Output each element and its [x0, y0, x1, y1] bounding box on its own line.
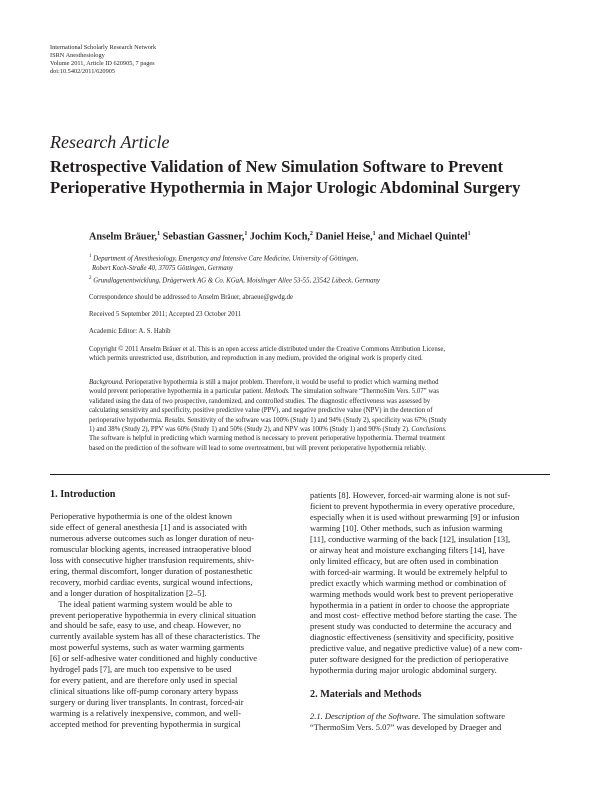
left-column: [50, 490, 290, 730]
article-title: [50, 156, 570, 198]
body-text: The simulation software: [420, 711, 506, 722]
article-type: Research Article: [50, 132, 170, 152]
subsection-heading: 2.1. Description of the Software.: [310, 711, 421, 722]
abstract-text: Sensitivity of the software was 100% (Study 1) and 94% (Study 2), specificity was 67% (Study: [185, 416, 447, 424]
copyright-line: which permits unrestricted use, distribution, and reproduction in any medium, provided the original work is properly cited.: [89, 355, 423, 363]
body-line: prevent perioperative hypothermia in every clinical situation: [50, 609, 256, 620]
body-line: clinical situations like off-pump coronary artery bypass: [50, 686, 239, 697]
author-name: and Michael Quintel: [375, 231, 468, 243]
body-line: and should be safe, easy to use, and cheap. However, no: [50, 620, 241, 631]
dates: Received 5 September 2011; Accepted 23 October 2011: [89, 311, 242, 318]
author-name: Daniel Heise,: [312, 231, 373, 243]
abstract-text: validated using the data of two prospective, randomized, and controlled studies. The diagnostic effectiveness was assessed by: [89, 397, 431, 405]
section-heading: 1. Introduction: [50, 489, 116, 500]
correspondence: Correspondence should be addressed to Anselm Bräuer, abraeue@gwdg.de: [89, 294, 293, 301]
body-line: warming is a relatively inexpensive, common, and well-: [50, 708, 241, 719]
volume-line: Volume 2011, Article ID 620905, 7 pages: [50, 60, 155, 68]
abstract-text: The software is helpful in predicting which warming method is necessary to prevent perioperative hypothermia. Thermal treatment: [89, 435, 446, 443]
affiliation-line: Department of Anesthesiology, Emergency and Intensive Care Medicine, University of Göttingen,: [91, 255, 359, 263]
journal-subtitle: ISRN Anesthesiology: [50, 52, 105, 60]
body-line: romuscular blocking agents, increased intraoperative blood: [50, 543, 252, 554]
affiliations: [89, 252, 380, 287]
body-line: side effect of general anesthesia [1] and is associated with: [50, 521, 247, 532]
journal-header: [50, 44, 156, 76]
body-line: or airway heat and moisture exchanging filters [14], have: [310, 544, 505, 555]
body-line: surgery or during liver transplants. In contrast, forced-air: [50, 697, 244, 708]
body-line: “ThermoSim Vers. 5.07” was developed by Draeger and: [310, 722, 502, 733]
title-line: Retrospective Validation of New Simulation Software to Prevent: [50, 157, 504, 176]
body-line: ficient to prevent hypothermia in every operative procedure,: [310, 500, 515, 511]
author-list: [89, 231, 471, 242]
body-line: especially when it is used without prewarming [9] or infusion: [310, 511, 520, 522]
body-line: and most cost- effective method before starting the case. The: [310, 610, 517, 621]
abstract-text: The simulation software “ThermoSim Vers. 5.07” was: [289, 388, 439, 396]
body-line: present study was conducted to determine the accuracy and: [310, 621, 512, 632]
author-affil-sup: 1: [157, 231, 161, 237]
body-line: most powerful systems, such as water warming garments: [50, 642, 245, 653]
affil-sup: 2: [89, 276, 92, 282]
body-line: diagnostic effectiveness (sensitivity and specificity, positive: [310, 632, 514, 643]
body-line: accepted method for preventing hypothermia in surgical: [50, 719, 241, 730]
body-line: puter software designed for the prediction of perioperative: [310, 654, 509, 665]
author-name: Sebastian Gassner,: [160, 231, 245, 243]
body-line: for every patient, and are therefore only used in special: [50, 675, 238, 686]
copyright: [89, 345, 559, 364]
author-name: Jochim Koch,: [247, 231, 310, 243]
body-line: only limited efficacy, but are often used in combination: [310, 555, 499, 566]
author-affil-sup: 1: [244, 231, 248, 237]
affiliation-line: Robert Koch-Straße 40, 37075 Göttingen, Germany: [92, 265, 234, 273]
abstract-text: calculating sensitivity and specificity, positive predictive value (PPV), and negative predictive value (NPV) in the detection of: [89, 407, 433, 415]
body-line: Perioperative hypothermia is one of the oldest known: [50, 510, 232, 521]
abstract-label: Results.: [164, 416, 186, 424]
body-line: hypothermia during major urologic abdominal surgery.: [310, 665, 497, 676]
body-line: warming methods would work best to prevent perioperative: [310, 588, 514, 599]
copyright-line: Copyright © 2011 Anselm Bräuer et al. This is an open access article distributed under the Creative Commons Attribution License,: [89, 346, 446, 353]
author-affil-sup: 2: [309, 231, 313, 237]
body-line: with forced-air warming. It would be extremely helpful to: [310, 566, 508, 577]
academic-editor: Academic Editor: A. S. Habib: [89, 328, 171, 335]
journal-name: International Scholarly Research Network: [50, 44, 157, 51]
abstract-label: Methods.: [264, 388, 290, 396]
abstract-text: perioperative hypothermia.: [89, 416, 165, 424]
abstract-text: 1) and 38% (Study 2), PPV was 60% (Study 1) and 50% (Study 2), and NPV was 100% (Study 1) and 90% (Study 2).: [89, 426, 412, 434]
abstract: [89, 378, 559, 453]
abstract-label: Conclusions.: [411, 426, 447, 434]
abstract-text: based on the prediction of the software will lead to some overtreatment, but will prevent perioperative hypothermia reliably.: [89, 444, 427, 452]
body-line: loss with consecutive higher transfusion requirements, shiv-: [50, 554, 255, 565]
author-name: Anselm Bräuer,: [89, 231, 158, 243]
body-line: predict exactly which warming method or combination of: [310, 577, 507, 588]
right-column: [310, 490, 550, 733]
body-line: predictive value, and negative predictive value) of a new com-: [310, 643, 523, 654]
body-line: recovery, morbid cardiac events, surgical wound infections,: [50, 576, 253, 587]
abstract-label: Background.: [89, 379, 124, 386]
section-heading: 2. Materials and Methods: [310, 689, 422, 701]
body-line: hypothermia in a patient in order to choose the appropriate: [310, 599, 510, 610]
section-divider: [50, 474, 550, 475]
body-line: The ideal patient warming system would be able to: [50, 598, 233, 609]
body-line: warming [10]. Other methods, such as infusion warming: [310, 522, 503, 533]
author-affil-sup: 1: [467, 231, 471, 237]
body-line: hydrogel pads [7], are much too expensive to be used: [50, 664, 232, 675]
affil-sup: 1: [89, 254, 92, 259]
body-line: patients [8]. However, forced-air warming alone is not suf-: [310, 490, 511, 500]
author-affil-sup: 1: [372, 231, 376, 237]
title-line: Perioperative Hypothermia in Major Urologic Abdominal Surgery: [50, 178, 521, 197]
affiliation-line: Grundlagenentwicklung, Drägerwerk AG & Co. KGaA, Moislinger Allee 53-55, 23542 Lübeck, Germany: [91, 277, 380, 285]
abstract-text: would prevent perioperative hypothermia in a particular patient.: [89, 388, 265, 396]
body-line: [11], conductive warming of the back [12], insulation [13],: [310, 533, 511, 544]
body-line: currently available system has all of these characteristics. The: [50, 631, 261, 642]
body-line: [6] or self-adhesive water conditioned and highly conductive: [50, 653, 258, 664]
abstract-text: Perioperative hypothermia is still a major problem. Therefore, it would be useful to predict which warming method: [123, 379, 439, 386]
body-line: numerous adverse outcomes such as longer duration of neu-: [50, 532, 254, 543]
body-line: and a longer duration of hospitalization [2–5].: [50, 587, 207, 598]
body-line: ering, thermal discomfort, longer duration of postanesthetic: [50, 565, 253, 576]
doi: doi:10.5402/2011/620905: [50, 68, 116, 76]
